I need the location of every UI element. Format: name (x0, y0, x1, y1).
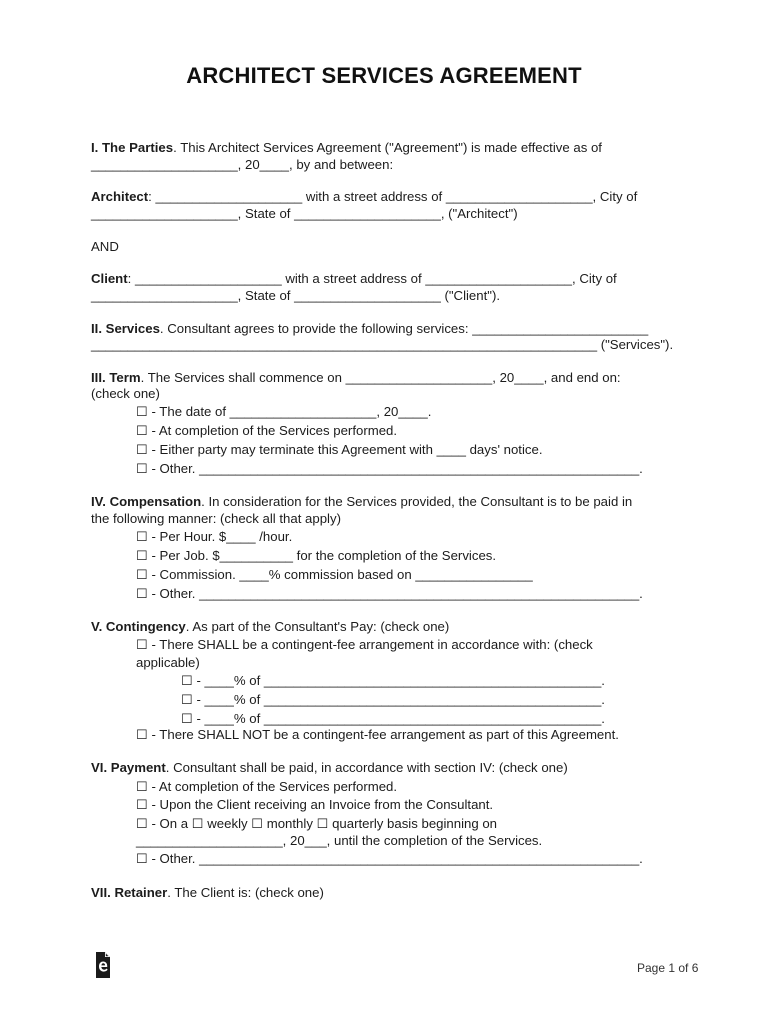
architect-line-1: Architect: ____________________ with a street address of ____________________, City of (91, 189, 638, 204)
compensation-line-2: the following manner: (check all that apply) (91, 511, 341, 526)
term-option-completion[interactable]: ☐ - At completion of the Services performed. (136, 423, 398, 438)
contingency-option-shall[interactable]: ☐ - There SHALL be a contingent-fee arrangement in accordance with: (check (136, 637, 593, 652)
client-line-2: ____________________, State of ____________________ ("Client"). (91, 288, 501, 303)
section-heading-contingency: V. Contingency (91, 619, 186, 634)
retainer-line-1: VII. Retainer. The Client is: (check one) (91, 885, 324, 900)
payment-option-other[interactable]: ☐ - Other. ____________________________________________________________. (136, 851, 643, 866)
contingency-suboption-1[interactable]: ☐ - ____% of ______________________________________________. (181, 673, 605, 688)
payment-schedule-date: ____________________, 20___, until the completion of the Services. (136, 833, 543, 848)
term-option-date[interactable]: ☐ - The date of ____________________, 20____. (136, 404, 432, 419)
client-label: Client (91, 271, 128, 286)
contingency-option-shall-not[interactable]: ☐ - There SHALL NOT be a contingent-fee arrangement as part of this Agreement. (136, 727, 619, 742)
contingency-line-1: V. Contingency. As part of the Consultant's Pay: (check one) (91, 619, 450, 634)
compensation-option-commission[interactable]: ☐ - Commission. ____% commission based on ________________ (136, 567, 533, 582)
parties-line-1: I. The Parties. This Architect Services Agreement ("Agreement") is made effective as of (91, 140, 602, 155)
term-option-other[interactable]: ☐ - Other. ____________________________________________________________. (136, 461, 643, 476)
eforms-logo-icon (93, 951, 113, 979)
compensation-option-job[interactable]: ☐ - Per Job. $__________ for the completion of the Services. (136, 548, 497, 563)
contingency-line-applicable: applicable) (136, 655, 200, 670)
compensation-line-1: IV. Compensation. In consideration for the Services provided, the Consultant is to be paid in (91, 494, 633, 509)
page-number: Page 1 of 6 (637, 961, 699, 975)
compensation-option-hour[interactable]: ☐ - Per Hour. $____ /hour. (136, 529, 293, 544)
section-heading-payment: VI. Payment (91, 760, 166, 775)
section-heading-compensation: IV. Compensation (91, 494, 202, 509)
client-line-1: Client: ____________________ with a street address of ____________________, City of (91, 271, 617, 286)
payment-line-1: VI. Payment. Consultant shall be paid, in accordance with section IV: (check one) (91, 760, 568, 775)
section-heading-services: II. Services (91, 321, 160, 336)
services-line-1: II. Services. Consultant agrees to provide the following services: ________________________ (91, 321, 649, 336)
section-heading-retainer: VII. Retainer (91, 885, 168, 900)
section-heading-term: III. Term (91, 370, 141, 385)
payment-option-completion[interactable]: ☐ - At completion of the Services performed. (136, 779, 398, 794)
term-line-1: III. Term. The Services shall commence on ____________________, 20____, and end on: (91, 370, 621, 385)
compensation-option-other[interactable]: ☐ - Other. ____________________________________________________________. (136, 586, 643, 601)
payment-option-invoice[interactable]: ☐ - Upon the Client receiving an Invoice from the Consultant. (136, 797, 494, 812)
payment-option-schedule[interactable]: ☐ - On a ☐ weekly ☐ monthly ☐ quarterly basis beginning on (136, 816, 498, 831)
section-heading-parties: I. The Parties (91, 140, 174, 155)
architect-label: Architect (91, 189, 149, 204)
architect-line-2: ____________________, State of ____________________, ("Architect") (91, 206, 518, 221)
parties-line-2: ____________________, 20____, by and between: (91, 157, 394, 172)
services-line-2: _____________________________________________________________________ ("Services"). (91, 337, 674, 352)
contingency-suboption-2[interactable]: ☐ - ____% of ______________________________________________. (181, 692, 605, 707)
document-title: ARCHITECT SERVICES AGREEMENT (186, 63, 582, 88)
and-separator: AND (91, 239, 119, 254)
term-option-terminate[interactable]: ☐ - Either party may terminate this Agreement with ____ days' notice. (136, 442, 543, 457)
term-line-2: (check one) (91, 386, 160, 401)
contingency-suboption-3[interactable]: ☐ - ____% of ______________________________________________. (181, 711, 605, 726)
